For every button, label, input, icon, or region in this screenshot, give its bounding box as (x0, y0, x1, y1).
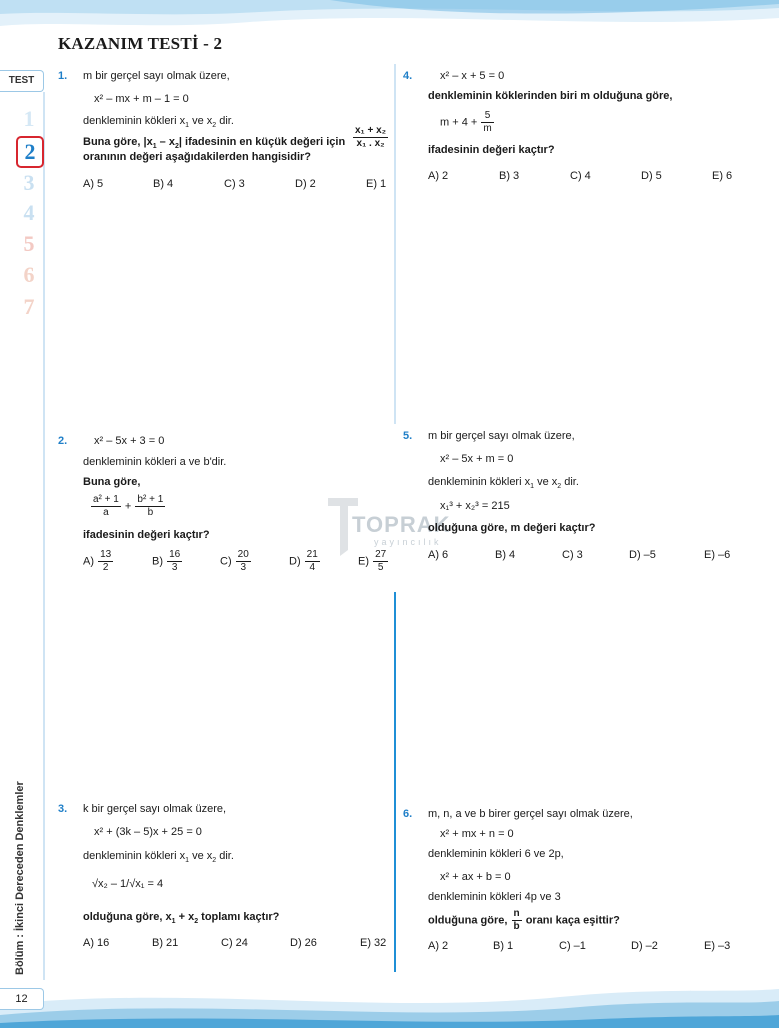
test-number-6[interactable]: 6 (23, 262, 35, 287)
question-number-1: 1. (58, 70, 68, 82)
q3-roots: denkleminin kökleri $x_1$ ve $x_2$ dir. (83, 850, 234, 865)
q6-option-b[interactable]: B) 1 (493, 940, 514, 952)
q5-option-c[interactable]: C) 3 (562, 549, 583, 561)
watermark-text: TOPRAK (352, 512, 451, 537)
q6-equation-1: x² + mx + n = 0 (440, 828, 514, 840)
q3-option-c[interactable]: C) 24 (221, 937, 248, 949)
q1-intro: m bir gerçel sayı olmak üzere, (83, 70, 230, 82)
q6-option-c[interactable]: C) –1 (559, 940, 586, 952)
q2-option-e[interactable]: E) $\frac{27}{5}$ (358, 549, 387, 573)
q4-option-e[interactable]: E) 6 (712, 170, 733, 182)
q4-equation: x² – x + 5 = 0 (440, 70, 505, 82)
watermark-subtext: yayıncılık (374, 537, 442, 547)
column-divider-top (394, 64, 396, 424)
q6-option-d[interactable]: D) –2 (631, 940, 658, 952)
q3-ask: olduğuna göre, $x_1 + x_2$ toplamı kaçtır? (83, 911, 280, 926)
q6-option-a[interactable]: A) 2 (428, 940, 449, 952)
q4-option-c[interactable]: C) 4 (570, 170, 591, 182)
q2-option-a[interactable]: A) $\frac{13}{2}$ (83, 549, 112, 573)
q1-option-e[interactable]: E) 1 (366, 178, 387, 190)
q5-option-a[interactable]: A) 6 (428, 549, 449, 561)
q1-equation: x² – mx + m – 1 = 0 (94, 93, 189, 105)
q2-option-d[interactable]: D) $\frac{21}{4}$ (289, 549, 318, 573)
q5-equation: x² – 5x + m = 0 (440, 453, 514, 465)
q2-roots: denkleminin kökleri a ve b'dir. (83, 456, 227, 468)
q2-ask: ifadesinin değeri kaçtır? (83, 529, 210, 541)
q3-option-a[interactable]: A) 16 (83, 937, 110, 949)
bottom-wave-decoration (0, 975, 779, 1028)
q1-fraction: $\frac{\text{x₁ + x₂}}{\text{x₁ . x₂}}$ (355, 125, 387, 149)
q2-option-b[interactable]: B) $\frac{16}{3}$ (152, 549, 181, 573)
question-number-4: 4. (403, 70, 413, 82)
q6-roots-2: denkleminin kökleri 4p ve 3 (428, 891, 561, 903)
q1-option-c[interactable]: C) 3 (224, 178, 245, 190)
q6-roots-1: denkleminin kökleri 6 ve 2p, (428, 848, 564, 860)
test-tab[interactable]: TEST (0, 70, 44, 92)
page-title: KAZANIM TESTİ - 2 (58, 34, 223, 53)
q1-option-d[interactable]: D) 2 (295, 178, 316, 190)
q3-expression: √x₂ – 1/√x₁ = 4 (92, 878, 164, 890)
column-divider-bottom (394, 592, 396, 972)
question-number-3: 3. (58, 803, 68, 815)
q6-equation-2: x² + ax + b = 0 (440, 871, 511, 883)
question-number-2: 2. (58, 435, 68, 447)
q1-option-b[interactable]: B) 4 (153, 178, 174, 190)
q4-expression: m + 4 + $\frac{5}{m}$ (440, 110, 492, 134)
q1-option-a[interactable]: A) 5 (83, 178, 104, 190)
q6-ask: olduğuna göre, $\frac{n}{b}$ oranı kaça eşittir? (428, 908, 620, 932)
q1-question: Buna göre, $|x_1 - x_2|$ ifadesinin en küçük değeri için (83, 136, 346, 151)
q2-equation: x² – 5x + 3 = 0 (94, 435, 165, 447)
q4-option-d[interactable]: D) 5 (641, 170, 662, 182)
q4-option-b[interactable]: B) 3 (499, 170, 520, 182)
q1-question-line2: oranının değeri aşağıdakilerden hangisidir? (83, 151, 311, 163)
test-number-3[interactable]: 3 (23, 170, 35, 195)
q1-roots: denkleminin kökleri $x_1$ ve $x_2$ dir. (83, 115, 234, 130)
q3-option-d[interactable]: D) 26 (290, 937, 317, 949)
chapter-label: Bölüm : İkinci Dereceden Denklemler (14, 781, 26, 975)
q4-condition: denkleminin köklerinden biri m olduğuna göre, (428, 90, 673, 102)
q4-option-a[interactable]: A) 2 (428, 170, 449, 182)
q3-equation: x² + (3k – 5)x + 25 = 0 (94, 826, 202, 838)
page-number: 12 (0, 988, 44, 1010)
q5-condition: x₁³ + x₂³ = 215 (440, 500, 510, 512)
q4-ask: ifadesinin değeri kaçtır? (428, 144, 555, 156)
test-number-4[interactable]: 4 (23, 200, 35, 225)
q5-option-b[interactable]: B) 4 (495, 549, 516, 561)
test-number-7[interactable]: 7 (23, 294, 35, 319)
q3-intro: k bir gerçel sayı olmak üzere, (83, 803, 227, 815)
q5-option-e[interactable]: E) –6 (704, 549, 731, 561)
q6-intro: m, n, a ve b birer gerçel sayı olmak üzere, (428, 808, 633, 820)
question-number-6: 6. (403, 808, 413, 820)
q5-option-d[interactable]: D) –5 (629, 549, 656, 561)
q2-option-c[interactable]: C) $\frac{20}{3}$ (220, 549, 249, 573)
q5-ask: olduğuna göre, m değeri kaçtır? (428, 522, 596, 534)
q2-lead: Buna göre, (83, 476, 141, 488)
test-number-2-active[interactable]: 2 (16, 136, 44, 168)
q6-option-e[interactable]: E) –3 (704, 940, 731, 952)
q3-option-b[interactable]: B) 21 (152, 937, 179, 949)
q5-roots: denkleminin kökleri $x_1$ ve $x_2$ dir. (428, 476, 579, 491)
q5-intro: m bir gerçel sayı olmak üzere, (428, 430, 575, 442)
test-number-1[interactable]: 1 (23, 106, 35, 131)
test-number-5[interactable]: 5 (23, 231, 35, 256)
question-number-5: 5. (403, 430, 413, 442)
q3-option-e[interactable]: E) 32 (360, 937, 387, 949)
q2-expression: $\frac{\text{a² + 1}}{a}$ + $\frac{\text{b² + 1}}{b}$ (93, 494, 164, 518)
